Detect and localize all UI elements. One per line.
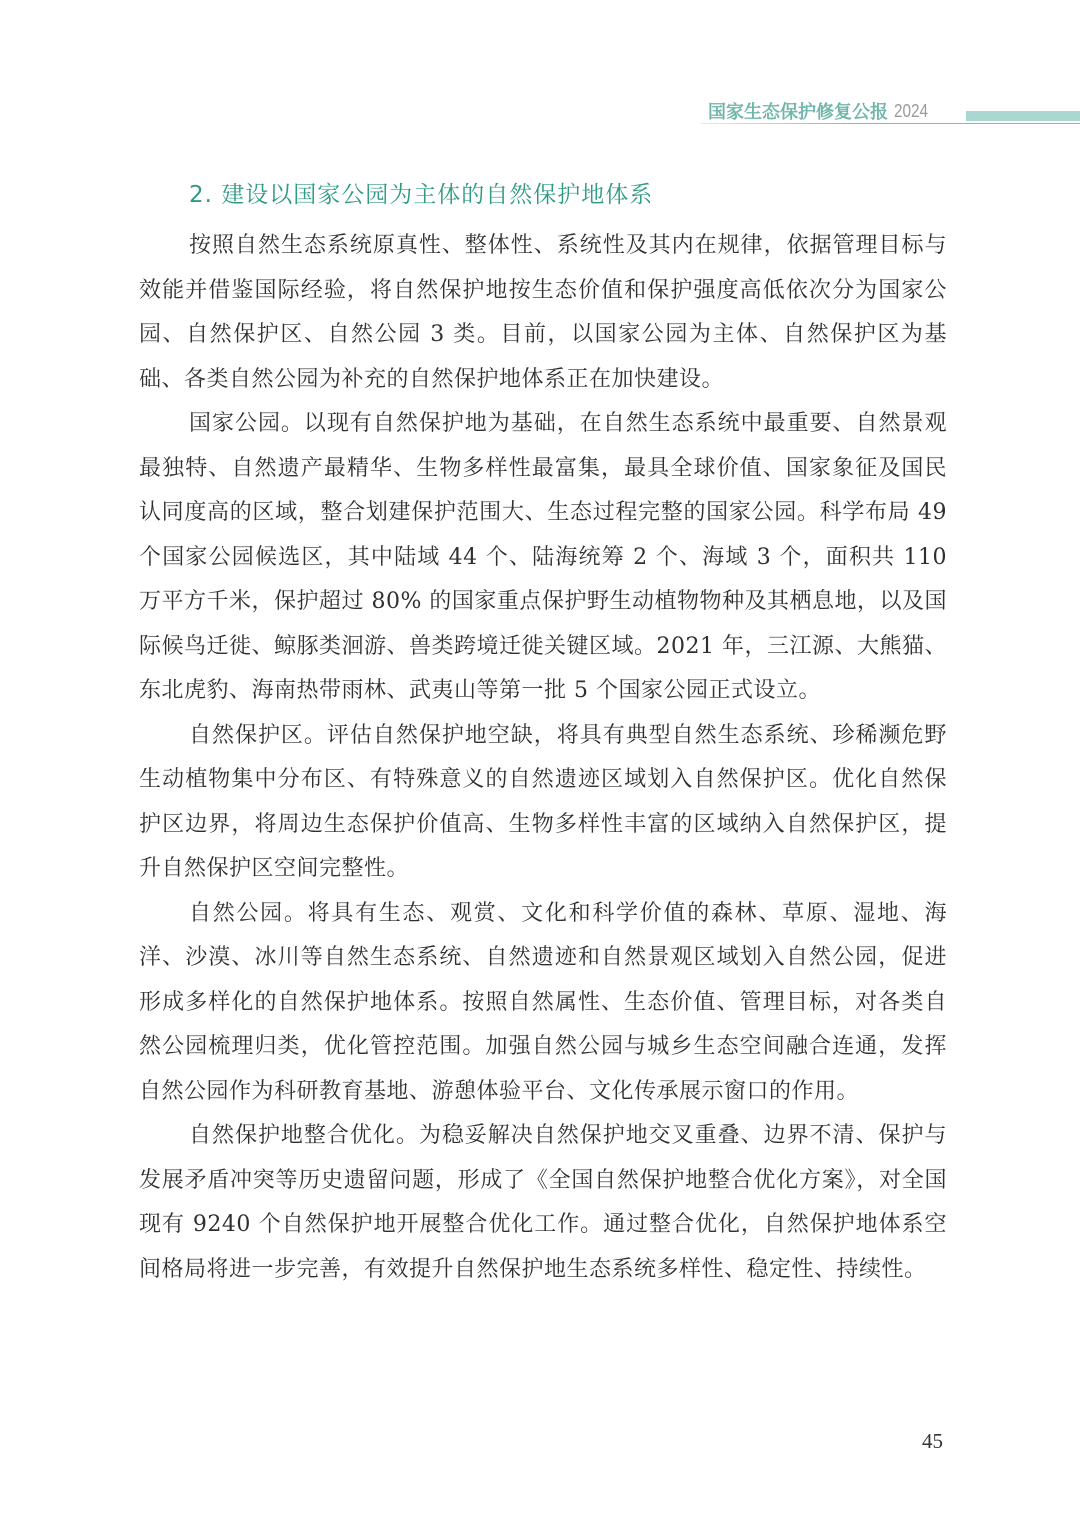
paragraph-natural-parks: 自然公园。将具有生态、观赏、文化和科学价值的森林、草原、湿地、海洋、沙漠、冰川等自然生态系统、自然遗迹和自然景观区域划入自然公园，促进形成多样化的自然保护地体系。按照自然属性、生态价值、管理目标，对各类自然公园梳理归类，优化管控范围。加强自然公园与城乡生态空间融合连通，发挥自然公园作为科研教育基地、游憩体验平台、文化传承展示窗口的作用。 [139,900,947,1104]
paragraph-intro: 按照自然生态系统原真性、整体性、系统性及其内在规律，依据管理目标与效能并借鉴国际经验，将自然保护地按生态价值和保护强度高低依次分为国家公园、自然保护区、自然公园 3 类。目前，以国家公园为主体、自然保护区为基础、各类自然公园为补充的自然保护地体系正在加快建设。 [139,233,947,392]
publication-year: 2024 [894,100,929,121]
body-text [139,224,947,1292]
paragraph-integration-optimization: 自然保护地整合优化。为稳妥解决自然保护地交叉重叠、边界不清、保护与发展矛盾冲突等历史遗留问题，形成了《全国自然保护地整合优化方案》，对全国现有 9240 个自然保护地开展整合优化工作。通过整合优化，自然保护地体系空间格局将进一步完善，有效提升自然保护地生态系统多样性、稳定性、持续性。 [139,1123,947,1282]
paragraph-national-parks: 国家公园。以现有自然保护地为基础，在自然生态系统中最重要、自然景观最独特、自然遗产最精华、生物多样性最富集，最具全球价值、国家象征及国民认同度高的区域，整合划建保护范围大、生态过程完整的国家公园。科学布局 49 个国家公园候选区，其中陆域 44 个、陆海统筹 2 个、海域 3 个，面积共 110 万平方千米，保护超过 80% 的国家重点保护野生动植物物种及其栖息地，以及国际候鸟迁徙、鲸豚类洄游、兽类跨境迁徙关键区域。2021 年，三江源、大熊猫、东北虎豹、海南热带雨林、武夷山等第一批 5 个国家公园正式设立。 [139,411,947,703]
paragraph-nature-reserves: 自然保护区。评估自然保护地空缺，将具有典型自然生态系统、珍稀濒危野生动植物集中分布区、有特殊意义的自然遗迹区域划入自然保护区。优化自然保护区边界，将周边生态保护价值高、生物多样性丰富的区域纳入自然保护区，提升自然保护区空间完整性。 [139,722,947,881]
publication-title: 国家生态保护修复公报 [708,102,888,123]
section-heading: 2. 建设以国家公园为主体的自然保护地体系 [189,182,654,208]
header-divider [700,123,1080,124]
header-accent-bar [966,111,1080,121]
running-header [708,96,934,126]
page-number: 45 [922,1429,943,1453]
